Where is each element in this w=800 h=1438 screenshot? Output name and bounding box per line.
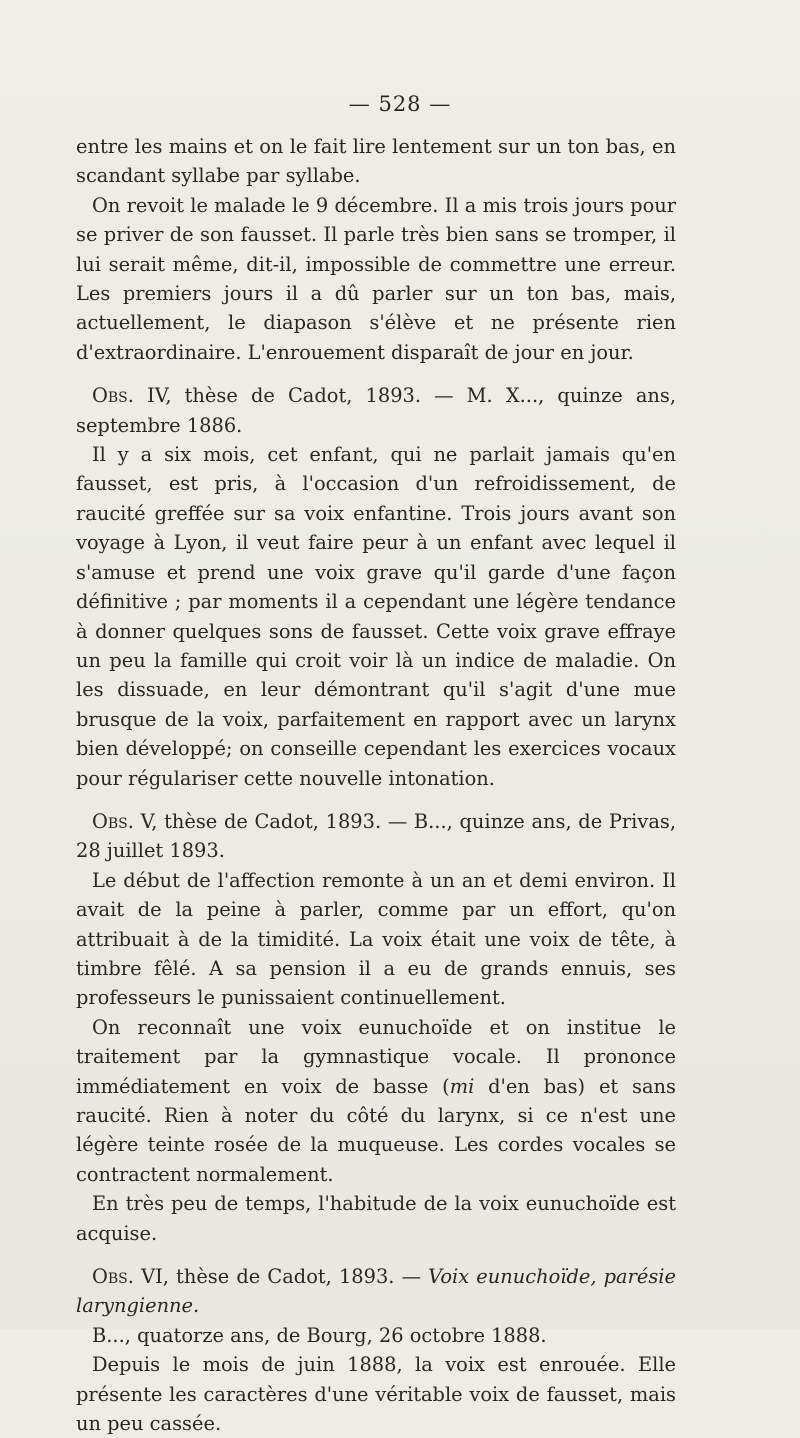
page-body — [76, 132, 676, 1438]
observation-heading — [76, 1262, 676, 1321]
paragraph: Le début de l'affection remonte à un an et demi environ. Il avait de la peine à parler, comme par un effort, qu'on attribuait à de la timidité. La voix était une voix de tête, à timbre fêlé. A sa pension il a eu de grands ennuis, ses professeurs le punissaient continuellement. — [76, 868, 676, 1010]
italic-note: mi — [449, 1074, 475, 1098]
obs-label: Obs. — [92, 1265, 134, 1289]
page-number: — 528 — — [348, 92, 452, 116]
obs-label: Obs. — [92, 809, 134, 833]
paragraph: Il y a six mois, cet enfant, qui ne parlait jamais qu'en fausset, est pris, à l'occasion d'un refroidissement, de raucité greffée sur sa voix enfantine. Trois jours avant son voyage à Lyon, il veut faire peur à un enfant avec lequel il s'amuse et prend une voix grave qu'il garde d'une façon définitive ; par moments il a cependant une légère tendance à donner quelques sons de fausset. Cette voix grave effraye un peu la famille qui croit voir là un indice de maladie. On les dissuade, en leur démontrant qu'il s'agit d'une mue brusque de la voix, parfaitement en rapport avec un larynx bien développé; on conseille cependant les exercices vocaux pour régulariser cette nouvelle intonation. — [76, 443, 676, 790]
observation-heading — [76, 381, 676, 440]
obs-text: V, thèse de Cadot, 1893. — B..., quinze ans, de Privas, 28 juillet 1893. — [76, 809, 676, 863]
obs-text: IV, thèse de Cadot, 1893. — M. X..., quinze ans, septembre 1886. — [76, 384, 676, 437]
paragraph-text: On reconnaît une voix eunuchoïde et on institue le traitement par la gymnastique vocale. Il prononce immédiatement en voix de basse ( — [76, 1015, 676, 1098]
paragraph: En très peu de temps, l'habitude de la voix eunuchoïde est acquise. — [76, 1192, 676, 1245]
paragraph: entre les mains et on le fait lire lentement sur un ton bas, en scandant syllabe par syllabe. — [76, 135, 676, 188]
paragraph: On revoit le malade le 9 décembre. Il a mis trois jours pour se priver de son fausset. Il parle très bien sans se tromper, il lui serait même, dit-il, impossible de commettre une erreur. Les premiers jours il a dû parler sur un ton bas, mais, actuellement, le diapason s'élève et ne présente rien d'extraordinaire. L'enrouement disparaît de jour en jour. — [76, 193, 676, 364]
obs-title: Voix eunuchoïde, parésie laryngienne. — [76, 1265, 676, 1318]
observation-heading — [76, 807, 676, 866]
paragraph: Depuis le mois de juin 1888, la voix est enrouée. Elle présente les caractères d'une véritable voix de fausset, mais un peu cassée. — [76, 1353, 676, 1436]
paragraph: B..., quatorze ans, de Bourg, 26 octobre 1888. — [92, 1323, 547, 1347]
obs-text: VI, thèse de Cadot, 1893. — — [133, 1265, 429, 1289]
paragraph-text: d'en bas) et sans raucité. Rien à noter du côté du larynx, si ce n'est une légère teinte rosée de la muqueuse. Les cordes vocales se contractent normalement. — [76, 1074, 676, 1186]
obs-label: Obs. — [92, 384, 134, 408]
paragraph — [76, 1013, 676, 1189]
